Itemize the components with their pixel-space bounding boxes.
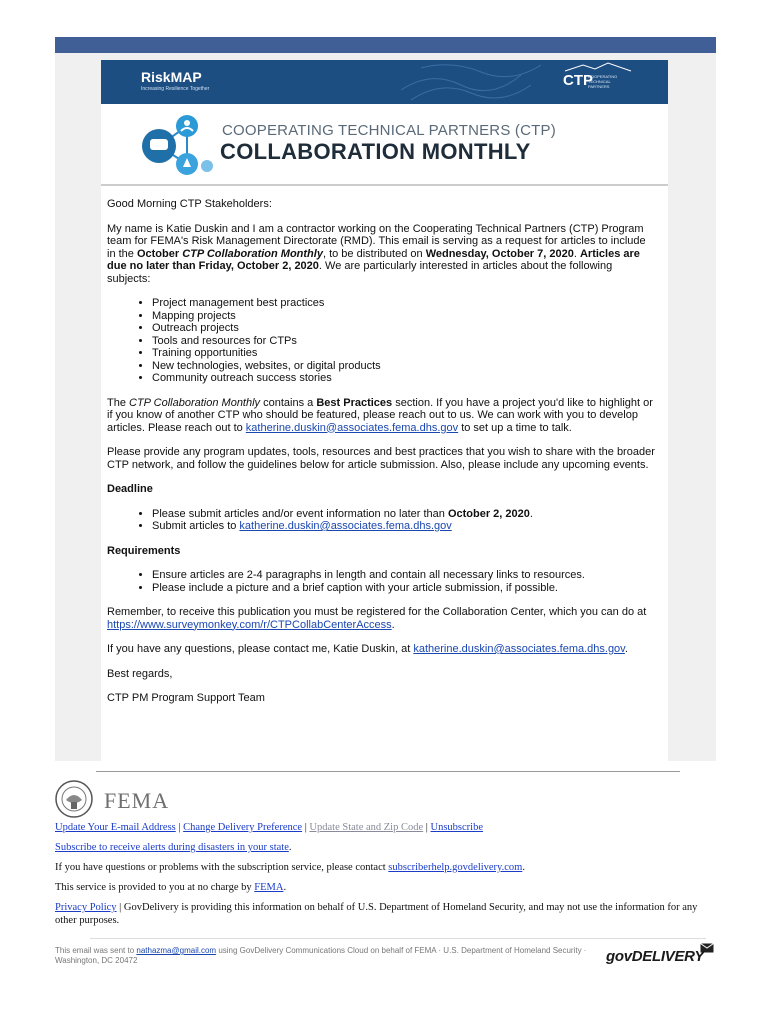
deadline-heading: Deadline <box>107 483 153 495</box>
contact-email-link[interactable]: katherine.duskin@associates.fema.dhs.gov <box>245 421 459 434</box>
list-item: • Community outreach success stories <box>152 372 655 385</box>
list-item: • Submit articles to katherine.duskin@associates.fema.dhs.gov <box>152 520 655 533</box>
submit-email-link[interactable]: katherine.duskin@associates.fema.dhs.gov <box>239 520 452 532</box>
list-item: • Tools and resources for CTPs <box>152 335 655 348</box>
fema-link[interactable]: FEMA <box>254 882 284 893</box>
questions-email-link[interactable]: katherine.duskin@associates.fema.dhs.gov <box>413 643 625 655</box>
list-item: • Outreach projects <box>152 322 655 335</box>
list-item: • New technologies, websites, or digital products <box>152 360 655 373</box>
riskmap-tagline: Increasing Resilience Together <box>141 86 210 92</box>
newsletter-title: COLLABORATION MONTHLY <box>220 139 531 164</box>
privacy-line: Privacy Policy | GovDelivery is providing this information on behalf of U.S. Department of Homeland Security, and may not use the information for any other purposes. <box>55 902 698 926</box>
subscriber-help-link[interactable]: subscriberhelp.govdelivery.com <box>388 862 523 873</box>
deadline-list <box>107 508 655 533</box>
list-item: • Project management best practices <box>152 297 655 310</box>
ctp-logo-subtitle: COOPERATING TECHNICAL PARTNERS <box>588 74 618 89</box>
requirements-heading: Requirements <box>107 544 181 557</box>
footer <box>55 821 715 934</box>
requirements-list <box>107 569 655 594</box>
best-practices-paragraph: The CTP Collaboration Monthly contains a Best Practices section. If you have a project you'd like to highlight or if you know of another CTP who should be featured, please reach out to us. We can work with you to develop articles. Please reach out to katherine.duskin@associates.fema.dhs.gov to set up a time to talk. <box>107 396 653 434</box>
newsletter-subtitle: COOPERATING TECHNICAL PARTNERS (CTP) <box>222 122 556 139</box>
ctp-logo-mountain-icon <box>563 62 633 72</box>
update-state-link[interactable]: Update State and Zip Code <box>309 822 424 833</box>
list-item: • Ensure articles are 2-4 paragraphs in length and contain all necessary links to resources. <box>152 569 655 582</box>
footer-divider <box>96 771 680 772</box>
greeting: Good Morning CTP Stakeholders: <box>107 198 272 210</box>
survey-link[interactable]: https://www.surveymonkey.com/r/CTPCollabCenterAccess <box>107 618 392 631</box>
email-card <box>101 60 668 763</box>
list-item: • Please submit articles and/or event information no later than October 2, 2020. <box>152 508 655 521</box>
list-item: • Mapping projects <box>152 310 655 323</box>
dhs-seal-icon <box>55 780 93 818</box>
email-body <box>107 198 655 717</box>
top-bar <box>55 37 716 53</box>
register-paragraph: Remember, to receive this publication you must be registered for the Collaboration Center, which you can do at https://www.surveymonkey.com/r/CTPCollabCenterAccess. <box>107 606 647 631</box>
riskmap-banner <box>101 60 668 104</box>
subjects-list <box>107 297 655 385</box>
regards: Best regards, <box>107 667 173 680</box>
riskmap-logo: RiskMAP <box>141 69 202 85</box>
govdelivery-logo: govDELIVERY <box>606 948 705 965</box>
privacy-policy-link[interactable]: Privacy Policy <box>55 902 117 913</box>
alerts-line: Subscribe to receive alerts during disasters in your state. <box>55 842 292 853</box>
alerts-link[interactable]: Subscribe to receive alerts during disasters in your state <box>55 842 289 853</box>
footer-divider-2 <box>90 938 706 939</box>
signature: CTP PM Program Support Team <box>107 692 265 704</box>
fema-logo: FEMA <box>104 788 170 813</box>
delivery-preference-link[interactable]: Change Delivery Preference <box>183 822 303 833</box>
topo-lines-decoration <box>401 60 541 104</box>
intro-paragraph: My name is Katie Duskin and I am a contractor working on the Cooperating Technical Partners (CTP) Program team for FEMA's Risk Management Directorate (RMD). This email is serving as a request for articles to include in the October CTP Collaboration Monthly, to be distributed on Wednesday, October 7, 2020. Articles are due no later than Friday, October 2, 2020. We are particularly interested in articles about the following subjects: <box>107 222 646 285</box>
ctp-logo: CTP <box>563 72 593 89</box>
sent-to-notice: This email was sent to nathazma@gmail.com using GovDelivery Communications Cloud on behalf of FEMA · U.S. Department of Homeland Security · Washington, DC 20472 <box>55 946 587 965</box>
footer-links: Update Your E-mail Address | Change Delivery Preference | Update State and Zip Code | Unsubscribe <box>55 822 484 833</box>
header-divider <box>101 184 668 186</box>
list-item: • Training opportunities <box>152 347 655 360</box>
recipient-email-link[interactable]: nathazma@gmail.com <box>136 946 217 955</box>
update-email-link[interactable]: Update Your E-mail Address <box>55 822 176 833</box>
collaboration-icon <box>129 114 219 180</box>
problems-line: If you have questions or problems with the subscription service, please contact subscriberhelp.govdelivery.com. <box>55 862 525 873</box>
list-item: • Please include a picture and a brief caption with your article submission, if possible. <box>152 582 655 595</box>
updates-paragraph: Please provide any program updates, tools, resources and best practices that you wish to share with the broader CTP network, and follow the guidelines below for article submission. Also, please include any upcoming events. <box>107 446 655 471</box>
unsubscribe-link[interactable]: Unsubscribe <box>430 822 484 833</box>
questions-paragraph: If you have any questions, please contact me, Katie Duskin, at katherine.duskin@associates.fema.dhs.gov. <box>107 643 628 655</box>
charge-line: This service is provided to you at no charge by FEMA. <box>55 882 287 893</box>
